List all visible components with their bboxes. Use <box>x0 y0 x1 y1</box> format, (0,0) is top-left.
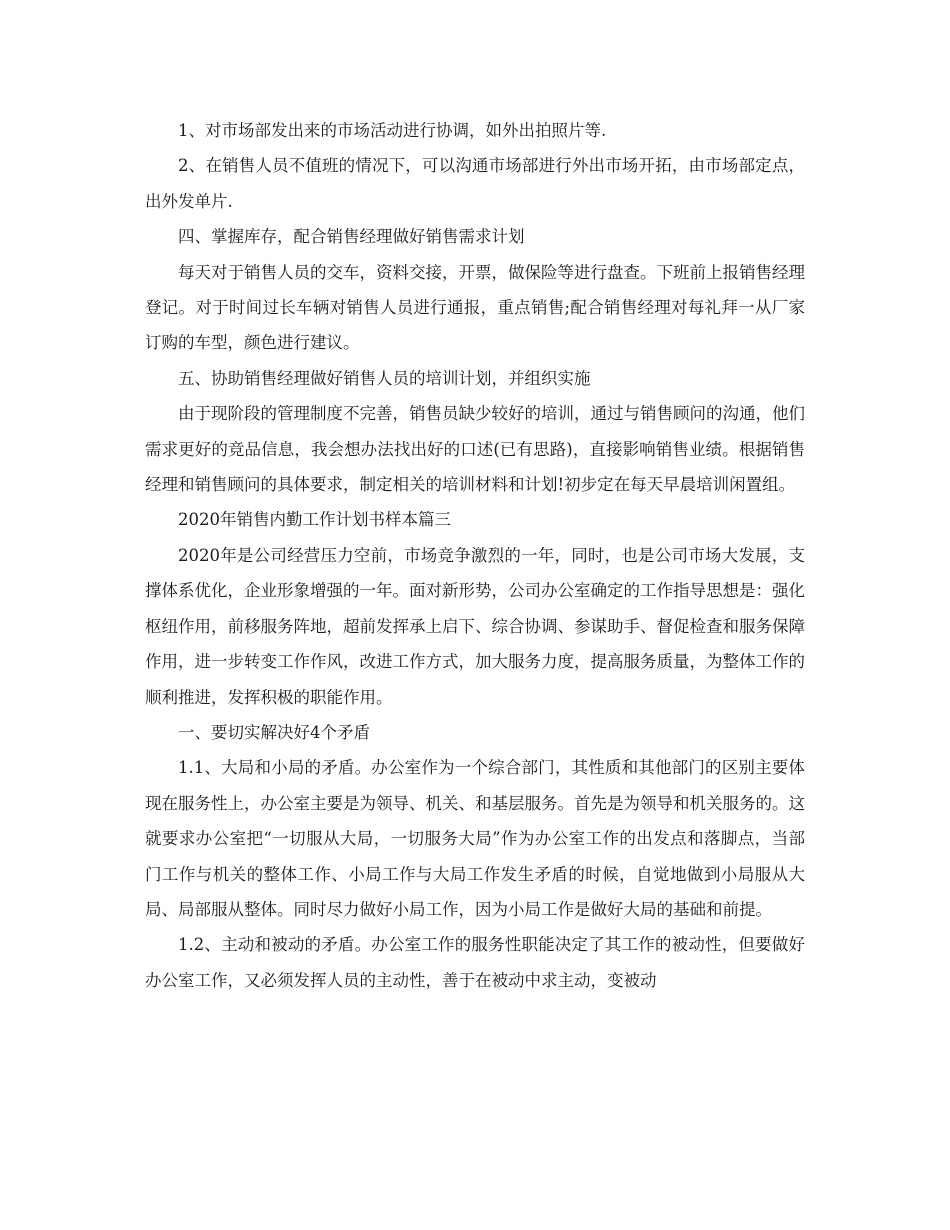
paragraph-market-expansion: 2、在销售人员不值班的情况下，可以沟通市场部进行外出市场开拓，由市场部定点，出外发单片. <box>145 156 805 211</box>
heading-inventory-plan: 四、掌握库存，配合销售经理做好销售需求计划 <box>178 227 525 247</box>
heading-training-plan: 五、协助销售经理做好销售人员的培训计划，并组织实施 <box>178 368 591 388</box>
section-title-sample-three: 2020年销售内勤工作计划书样本篇三 <box>178 510 451 530</box>
paragraph-daily-inspection: 每天对于销售人员的交车，资料交接，开票，做保险等进行盘查。下班前上报销售经理登记。对于时间过长车辆对销售人员进行通报，重点销售;配合销售经理对每礼拜一从厂家订购的车型，颜色进行建议。 <box>145 262 805 353</box>
paragraph-big-and-small-picture: 1.1、大局和小局的矛盾。办公室作为一个综合部门，其性质和其他部门的区别主要体现在服务性上，办公室主要是为领导、机关、和基层服务。首先是为领导和机关服务的。这就要求办公室把“一切服从大局，一切服务大局”作为办公室工作的出发点和落脚点，当部门工作与机关的整体工作、小局工作与大局工作发生矛盾的时候，自觉地做到小局服从大局、局部服从整体。同时尽力做好小局工作，因为小局工作是做好大局的基础和前提。 <box>145 758 805 919</box>
heading-four-contradictions: 一、要切实解决好4个矛盾 <box>178 722 370 742</box>
paragraph-training-details: 由于现阶段的管理制度不完善，销售员缺少较好的培训，通过与销售顾问的沟通，他们需求更好的竞品信息，我会想办法找出好的口述(已有思路)，直接影响销售业绩。根据销售经理和销售顾问的具体要求，制定相关的培训材料和计划!初步定在每天早晨培训闲置组。 <box>145 404 805 495</box>
document-page <box>145 113 805 998</box>
paragraph-guiding-ideology: 2020年是公司经营压力空前，市场竞争激烈的一年，同时，也是公司市场大发展，支撑体系优化，企业形象增强的一年。面对新形势，公司办公室确定的工作指导思想是：强化枢纽作用，前移服务阵地，超前发挥承上启下、综合协调、参谋助手、督促检查和服务保障作用，进一步转变工作作风，改进工作方式，加大服务力度，提高服务质量，为整体工作的顺利推进，发挥积极的职能作用。 <box>145 545 805 707</box>
paragraph-market-activity-coordination: 1、对市场部发出来的市场活动进行协调，如外出拍照片等. <box>178 121 607 140</box>
paragraph-active-and-passive: 1.2、主动和被动的矛盾。办公室工作的服务性职能决定了其工作的被动性，但要做好办公室工作，又必须发挥人员的主动性，善于在被动中求主动，变被动 <box>145 935 805 990</box>
